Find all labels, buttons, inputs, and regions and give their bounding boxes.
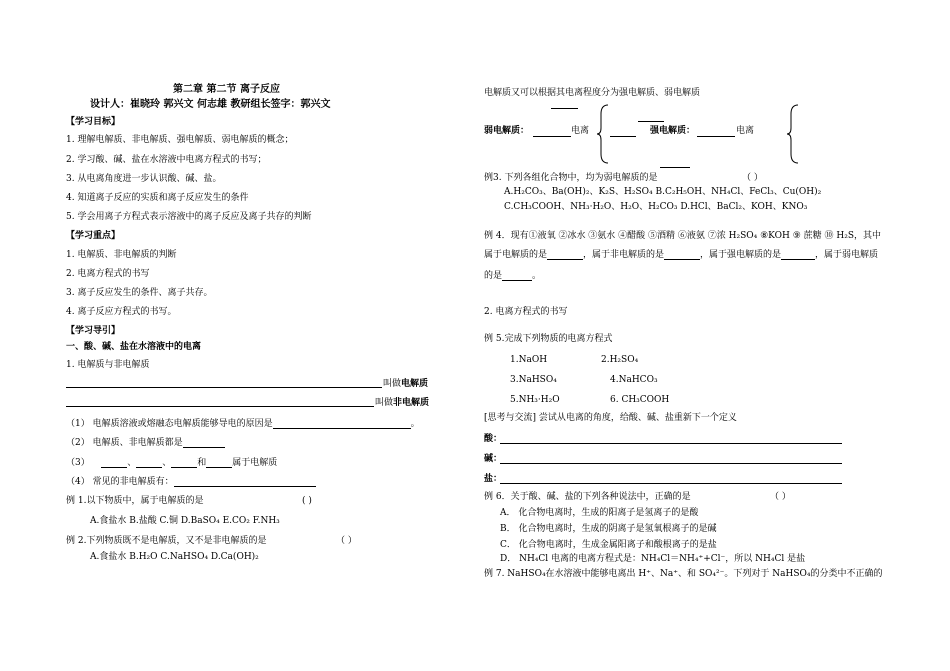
- diagram-blank[interactable]: [697, 136, 735, 137]
- answer-blank[interactable]: [101, 467, 127, 468]
- answer-paren[interactable]: （ ）: [770, 492, 791, 502]
- guide-heading: 【学习导引】: [66, 326, 121, 336]
- salt-blank[interactable]: [500, 483, 842, 484]
- answer-blank[interactable]: [174, 486, 316, 487]
- focus-heading: 【学习重点】: [66, 231, 121, 241]
- brace-icon: [786, 104, 800, 164]
- focus-item: 3. 离子反应发生的条件、离子共存。: [66, 288, 213, 298]
- definition-label: 叫做电解质: [383, 379, 429, 389]
- ionize-label: 电离: [571, 126, 590, 136]
- diagram-blank[interactable]: [638, 121, 664, 122]
- ionization-item: 1.NaOH: [510, 355, 548, 365]
- answer-blank[interactable]: [183, 447, 225, 448]
- ionization-item: 6. CH₃COOH: [610, 395, 670, 405]
- answer-blank[interactable]: [664, 259, 700, 260]
- example-6-option: B． 化合物电离时，生成的阴离子是氢氧根离子的是碱: [500, 524, 717, 534]
- focus-item: 4. 离子反应方程式的书写。: [66, 307, 177, 317]
- intro-text: 电解质又可以根据其电离程度分为强电解质、弱电解质: [484, 88, 701, 98]
- diagram-blank[interactable]: [533, 136, 571, 137]
- goal-item: 4. 知道离子反应的实质和离子反应发生的条件: [66, 193, 249, 203]
- definition-label: 叫做非电解质: [375, 398, 430, 408]
- example-3: 例3. 下列各组化合物中，均为弱电解质的是: [484, 173, 658, 183]
- answer-blank[interactable]: [781, 259, 815, 260]
- definition-blank[interactable]: [66, 406, 374, 407]
- question-3: （3） 、 、 和 属于电解质: [66, 458, 278, 468]
- goal-item: 5. 学会用离子方程式表示溶液中的离子反应及离子共存的判断: [66, 212, 312, 222]
- answer-paren[interactable]: ( ): [302, 496, 312, 506]
- example-1-options: A.食盐水 B.盐酸 C.铜 D.BaSO₄ E.CO₂ F.NH₃: [90, 516, 280, 526]
- goal-item: 1. 理解电解质、非电解质、强电解质、弱电解质的概念；: [66, 135, 294, 145]
- answer-paren[interactable]: （ ）: [742, 173, 763, 183]
- example-1: 例 1.以下物质中，属于电解质的是: [66, 496, 204, 506]
- example-6-option: C． 化合物电离时，生成金属阳离子和酸根离子的是盐: [500, 540, 717, 550]
- brace-icon: [596, 104, 610, 164]
- answer-paren[interactable]: （ ）: [336, 536, 357, 546]
- salt-label: 盐：: [484, 474, 503, 484]
- example-3-option: C.CH₃COOH、NH₃·H₂O、H₂O、H₂CO₃ D.HCl、BaCl₂、KOH、KNO₃: [504, 202, 808, 212]
- diagram-blank[interactable]: [660, 167, 690, 168]
- answer-blank[interactable]: [547, 259, 583, 260]
- question-4: （4） 常见的非电解质有：: [66, 478, 316, 487]
- example-4-line3: 的是 。: [484, 271, 542, 281]
- answer-blank[interactable]: [206, 467, 232, 468]
- answer-blank[interactable]: [502, 280, 532, 281]
- diagram-blank[interactable]: [551, 108, 578, 109]
- diagram-blank[interactable]: [610, 136, 636, 137]
- page-title: 第二章 第二节 离子反应: [173, 84, 280, 95]
- focus-item: 2. 电离方程式的书写: [66, 269, 150, 279]
- goal-item: 2. 学习酸、碱、盐在水溶液中电离方程式的书写；: [66, 155, 267, 165]
- example-6-option: A． 化合物电离时，生成的阳离子是氢离子的是酸: [500, 508, 699, 518]
- question-2: （2） 电解质、非电解质都是: [66, 439, 225, 448]
- definition-blank[interactable]: [66, 387, 382, 388]
- ionization-item: 3.NaHSO₄: [510, 375, 557, 385]
- section-heading: 一、酸、碱、盐在水溶液中的电离: [66, 342, 202, 352]
- ionization-item: 2.H₂SO₄: [601, 355, 639, 365]
- sub-heading: 1. 电解质与非电解质: [66, 360, 150, 370]
- acid-label: 酸：: [484, 434, 503, 444]
- focus-item: 1. 电解质、非电解质的判断: [66, 250, 177, 260]
- ionize-label: 电离: [736, 126, 755, 136]
- example-2: 例 2.下列物质既不是电解质，又不是非电解质的是: [66, 536, 267, 546]
- example-7: 例 7. NaHSO₄在水溶液中能够电离出 H⁺、Na⁺、和 SO₄²⁻。下列对于 NaHSO₄的分类中不正确的: [484, 569, 883, 579]
- example-5: 例 5.完成下列物质的电离方程式: [484, 334, 613, 344]
- answer-blank[interactable]: [171, 467, 197, 468]
- example-4-line2: 属于电解质的是 ，属于非电解质的是 ，属于强电解质的是 ，属于弱电解质: [484, 250, 879, 260]
- answer-blank[interactable]: [136, 467, 162, 468]
- ionization-item: 4.NaHCO₃: [610, 375, 658, 385]
- weak-electrolyte-label: 弱电解质：: [484, 126, 530, 136]
- goal-item: 3. 从电离角度进一步认识酸、碱、盐。: [66, 174, 222, 184]
- example-3-option: A.H₂CO₃、Ba(OH)₂、K₂S、H₂SO₄ B.C₂H₅OH、NH₄Cl、FeCl₃、Cu(OH)₂: [504, 187, 822, 197]
- acid-blank[interactable]: [500, 443, 842, 444]
- goals-heading: 【学习目标】: [66, 117, 121, 127]
- example-6-option: D． NH₄Cl 电离的电离方程式是：NH₄Cl＝NH₄⁺+Cl⁻，所以 NH₄Cl 是盐: [500, 554, 806, 564]
- example-2-options: A.食盐水 B.H₂O C.NaHSO₄ D.Ca(OH)₂: [90, 552, 259, 562]
- example-6: 例 6．关于酸、碱、盐的下列各种说法中，正确的是: [484, 492, 691, 502]
- question-1: （1） 电解质溶液或熔融态电解质能够导电的原因是 。: [66, 419, 420, 429]
- section-2-heading: 2. 电离方程式的书写: [484, 307, 568, 317]
- example-4: 例 4．现有①液氧 ②冰水 ③氨水 ④醋酸 ⑤酒精 ⑥液氨 ⑦浓 H₂SO₄ ⑧KOH ⑨ 蔗糖 ⑩ H₂S，其中: [484, 231, 881, 241]
- base-blank[interactable]: [500, 463, 842, 464]
- think-discuss: [思考与交流] 尝试从电离的角度，给酸、碱、盐重新下一个定义: [484, 413, 737, 423]
- answer-blank[interactable]: [273, 428, 411, 429]
- designer-line: 设计人：崔晓玲 郭兴文 何志雄 教研组长签字：郭兴文: [90, 99, 331, 110]
- ionization-item: 5.NH₃·H₂O: [510, 395, 560, 405]
- strong-electrolyte-label: 强电解质：: [650, 126, 696, 136]
- base-label: 碱：: [484, 454, 503, 464]
